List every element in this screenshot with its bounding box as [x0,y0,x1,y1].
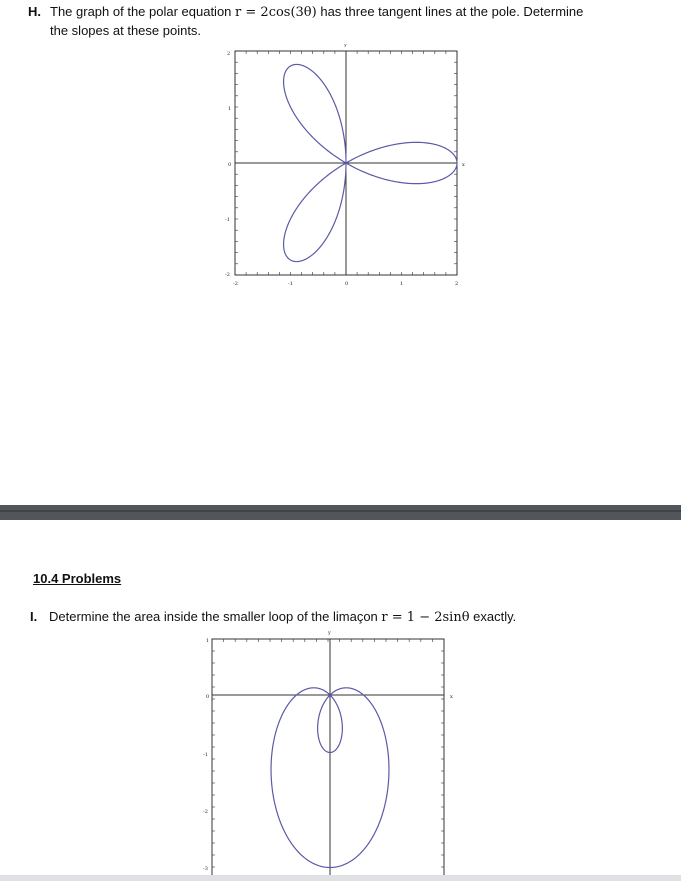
problem-h-text-after: has three tangent lines at the pole. Determine [320,4,584,19]
rose-y-tick-label: -2 [225,272,230,278]
problem-i-text [49,608,649,627]
rose-x-axis-label: x [462,162,465,168]
page-bottom-edge [0,875,681,881]
limacon-plot-frame [212,639,444,875]
problem-h-line2: the slopes at these points. [50,23,202,38]
limacon-plot [200,630,475,875]
limacon-y-tick-label: -2 [203,809,208,815]
problem-h-text-before: The graph of the polar equation [50,4,232,19]
rose-x-tick-label: 2 [455,281,459,287]
problem-h-letter: H. [28,4,41,19]
problem-i-equation: r = 1 − 2sinθ [381,610,470,625]
limacon-y-tick-label: -3 [203,866,208,872]
page-divider [0,505,681,520]
limacon-ticks [212,639,444,875]
rose-x-tick-label: 1 [400,281,404,287]
rose-x-tick-label: -2 [233,281,238,287]
limacon-y-tick-label: 1 [206,638,210,644]
rose-y-tick-label: 2 [227,51,231,57]
rose-curve-plot [222,44,472,294]
problem-i-text-after: exactly. [473,609,517,624]
rose-y-tick-label: -1 [225,217,230,223]
limacon-x-axis-label: x [450,694,453,700]
problem-h-text [50,3,650,40]
limacon-y-tick-label: -1 [203,752,208,758]
rose-y-tick-label: 0 [228,162,232,168]
rose-y-tick-label: 1 [228,106,232,112]
rose-x-tick-label: -1 [288,281,293,287]
problem-h-equation: r = 2cos(3θ) [235,5,317,20]
problem-i-letter: I. [30,609,38,624]
problem-i-text-before: Determine the area inside the smaller loop of the limaçon [49,609,378,624]
limacon-y-axis-label: y [328,630,331,636]
limacon-y-tick-label: 0 [206,694,210,700]
rose-y-axis-label: y [344,44,347,48]
section-title: 10.4 Problems [33,571,122,586]
page-divider-line [0,510,681,512]
rose-x-tick-label: 0 [345,281,349,287]
